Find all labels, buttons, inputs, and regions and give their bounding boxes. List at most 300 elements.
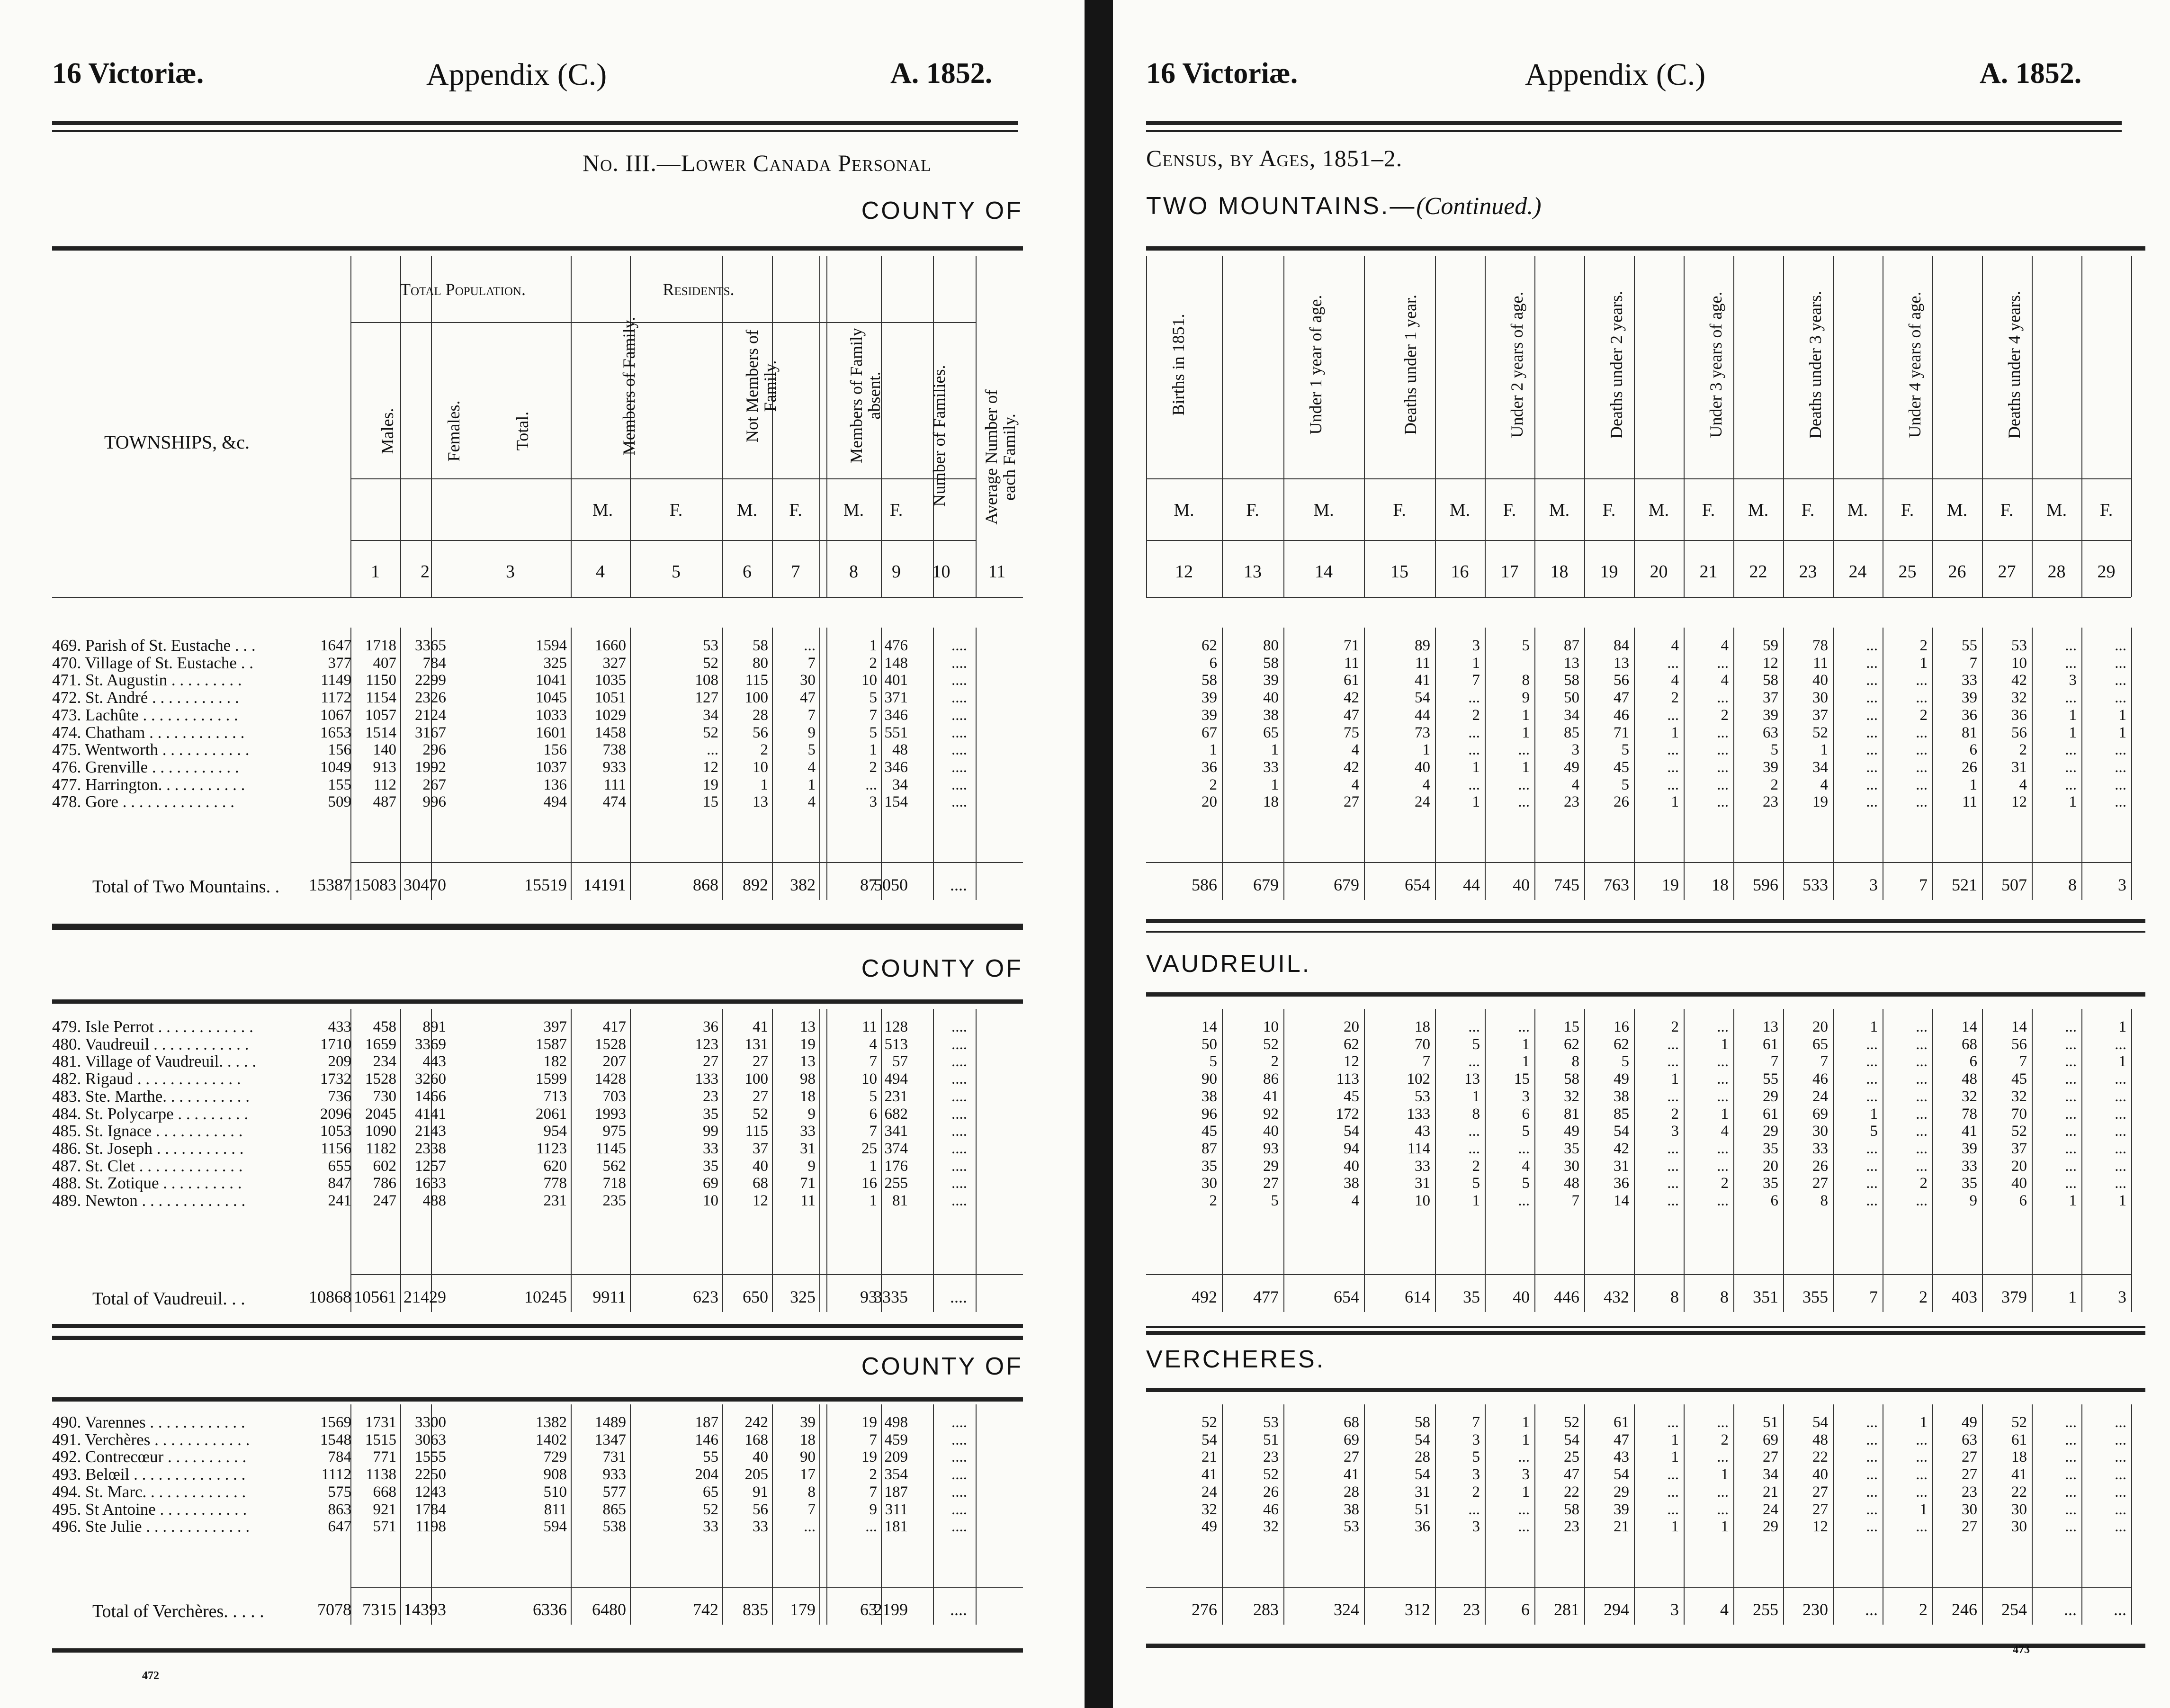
members-of-family-header: Members of Family. [619, 316, 638, 456]
table-cell: ... [1916, 1518, 1928, 1536]
table-cell: 54 [1415, 689, 1430, 707]
column-number: 15 [1390, 562, 1408, 582]
column-number: 12 [1175, 562, 1193, 582]
table-cell: 5 [1522, 1175, 1530, 1192]
table-cell: ... [1667, 1088, 1679, 1105]
table-cell: 42 [1344, 689, 1359, 707]
table-cell: 108 [695, 672, 718, 689]
total-population-header: Total Population. [400, 280, 526, 299]
table-cell: 13 [800, 1053, 816, 1070]
table-cell: ... [2065, 1448, 2077, 1466]
table-cell: ... [2115, 689, 2126, 707]
table-cell: 1992 [415, 758, 446, 776]
table-cell: ... [1717, 741, 1729, 759]
table-cell: 3260 [415, 1070, 446, 1088]
table-cell: .... [951, 1414, 967, 1431]
table-cell: 494 [543, 793, 567, 811]
table-cell: ... [2065, 1088, 2077, 1105]
header-rule [52, 121, 1018, 125]
age-group-header: Deaths under 4 years. [2005, 291, 2024, 439]
table-cell: 231 [884, 1088, 908, 1105]
table-cell: 172 [1336, 1105, 1359, 1123]
table-cell: 7 [1770, 1053, 1778, 1070]
table-cell: 22 [1812, 1448, 1828, 1466]
table-cell: 176 [884, 1157, 908, 1175]
table-cell: 241 [328, 1192, 351, 1209]
table-cell: 32 [2011, 1088, 2027, 1105]
table-cell: ... [2115, 1140, 2126, 1157]
left-caption: No. III.—Lower Canada Personal [583, 150, 932, 176]
mf-header: F. [669, 500, 683, 520]
table-cell: 21 [1614, 1518, 1629, 1536]
table-cell: 21 [1202, 1448, 1217, 1466]
table-cell: 42 [1614, 1140, 1629, 1157]
table-cell: ... [1866, 1431, 1878, 1448]
table-cell: .... [951, 706, 967, 724]
table-cell: 1 [1671, 1431, 1679, 1448]
table-cell: 39 [1614, 1501, 1629, 1518]
table-cell: 13 [1464, 1070, 1480, 1088]
total-cell: 446 [1554, 1287, 1579, 1306]
table-cell: 52 [1812, 724, 1828, 741]
table-cell: 1466 [415, 1088, 446, 1105]
table-cell: .... [951, 637, 967, 654]
table-cell: 20 [1812, 1018, 1828, 1035]
table-cell: 34 [892, 776, 908, 793]
table-cell: 80 [753, 654, 768, 672]
table-cell: 33 [753, 1518, 768, 1536]
total-cell: 3 [2118, 1287, 2126, 1306]
table-cell: 1 [1472, 1192, 1480, 1209]
age-group-header: Deaths under 1 year. [1401, 295, 1420, 435]
header-column-line [1283, 256, 1284, 597]
table-cell: 1 [1522, 1483, 1530, 1501]
table-cell: 53 [703, 637, 718, 654]
total-cell: 87 [860, 875, 877, 894]
table-cell: 1 [1472, 654, 1480, 672]
table-cell: 61 [1344, 672, 1359, 689]
header-column-line [1733, 256, 1734, 597]
total-cell: 179 [790, 1600, 816, 1619]
table-cell: 27 [1812, 1175, 1828, 1192]
total-cell: 44 [1463, 875, 1480, 894]
table-cell: ... [1717, 1192, 1729, 1209]
table-cell: 1601 [536, 724, 567, 741]
table-cell: 1057 [365, 706, 396, 724]
table-cell: 620 [543, 1157, 567, 1175]
table-cell: 40 [1415, 758, 1430, 776]
table-cell: 58 [1564, 1070, 1579, 1088]
table-cell: 155 [328, 776, 351, 793]
table-cell: 38 [1202, 1088, 1217, 1105]
right-year: A. 1852. [1980, 57, 2082, 90]
table-cell: 1 [869, 637, 877, 654]
table-cell: 41 [1344, 1466, 1359, 1483]
header-column-line [1584, 256, 1585, 597]
table-cell: 115 [745, 672, 768, 689]
total-cell: 19 [1662, 875, 1679, 894]
township-name: 484. St. Polycarpe . . . . . . . . . [52, 1105, 249, 1123]
table-cell: 2250 [415, 1466, 446, 1483]
total-cell: ... [2064, 1600, 2077, 1619]
table-cell: 2143 [415, 1123, 446, 1140]
table-cell: 30 [800, 672, 816, 689]
total-cell: .... [950, 1287, 967, 1306]
table-cell: ... [1518, 1192, 1530, 1209]
header-column-line [1146, 256, 1147, 597]
table-cell: 156 [543, 741, 567, 759]
age-group-header: Deaths under 2 years. [1607, 291, 1626, 439]
table-cell: 62 [1344, 1035, 1359, 1053]
table-cell: ... [2065, 1175, 2077, 1192]
table-cell: 1 [2118, 724, 2126, 741]
table-cell: 22 [2011, 1483, 2027, 1501]
table-cell: 9 [1969, 1192, 1977, 1209]
section-rule [52, 1324, 1023, 1328]
table-cell: 509 [328, 793, 351, 811]
table-cell: 377 [328, 654, 351, 672]
table-cell: 65 [1263, 724, 1279, 741]
table-cell: ... [1468, 689, 1480, 707]
total-cell: 2 [1919, 1287, 1928, 1306]
table-cell: ... [2065, 1157, 2077, 1175]
table-cell: 7 [869, 706, 877, 724]
table-cell: 1 [1671, 1070, 1679, 1088]
table-cell: ... [2115, 1431, 2126, 1448]
column-number: 25 [1898, 562, 1917, 582]
females-header: Females. [444, 400, 463, 462]
township-name: 478. Gore . . . . . . . . . . . . . . [52, 793, 234, 811]
table-cell: 1 [1671, 724, 1679, 741]
table-cell: 6 [1969, 1053, 1977, 1070]
table-cell: 54 [1415, 1431, 1430, 1448]
left-session-title: 16 Victoriæ. [52, 57, 204, 90]
table-cell: 865 [602, 1501, 626, 1518]
table-cell: 32 [2011, 689, 2027, 707]
table-cell: ... [2115, 672, 2126, 689]
table-cell: 131 [744, 1035, 768, 1053]
table-cell: 29 [1763, 1088, 1778, 1105]
table-cell: 58 [1202, 672, 1217, 689]
table-cell [1482, 655, 1530, 672]
table-cell: 47 [1344, 706, 1359, 724]
right-appendix-title: Appendix (C.) [1525, 57, 1706, 92]
table-cell: 1037 [536, 758, 567, 776]
table-cell: 56 [1614, 672, 1629, 689]
table-cell: ... [1468, 776, 1480, 793]
total-cell: 2 [1919, 1600, 1928, 1619]
table-cell: 738 [602, 741, 626, 759]
table-cell: 33 [1263, 758, 1279, 776]
column-number: 5 [672, 562, 681, 582]
table-cell: 28 [753, 706, 768, 724]
table-cell: 19 [800, 1035, 816, 1053]
table-cell: ... [1518, 1018, 1530, 1035]
table-cell: ... [1866, 1053, 1878, 1070]
table-cell: 26 [1614, 793, 1629, 811]
table-cell: 255 [884, 1175, 908, 1192]
table-cell: 2338 [415, 1140, 446, 1157]
table-cell: 1 [1919, 654, 1928, 672]
table-cell: 75 [1344, 724, 1359, 741]
members-absent-header: Members of Family absent. [847, 328, 884, 463]
table-cell: 1 [1271, 776, 1279, 793]
table-cell: 2 [1919, 1175, 1928, 1192]
table-cell: ... [1916, 689, 1928, 707]
table-cell: 133 [1407, 1105, 1430, 1123]
table-cell: ... [2065, 1053, 2077, 1070]
table-cell: ... [2065, 689, 2077, 707]
body-column-line [630, 628, 631, 900]
total-cell: 432 [1604, 1287, 1629, 1306]
table-cell: 1035 [595, 672, 626, 689]
table-cell: 40 [1344, 1157, 1359, 1175]
body-column-line [1364, 628, 1365, 900]
table-cell: 863 [328, 1501, 351, 1518]
table-cell: 1569 [320, 1414, 351, 1431]
table-cell: ... [1717, 1018, 1729, 1035]
table-cell: 4141 [415, 1105, 446, 1123]
table-cell: 32 [1564, 1088, 1579, 1105]
table-cell: 15 [1564, 1018, 1579, 1035]
total-cell: 10245 [524, 1287, 567, 1306]
table-cell: 40 [1263, 689, 1279, 707]
table-cell: 933 [602, 1466, 626, 1483]
table-cell: 247 [373, 1192, 396, 1209]
body-column-line [571, 1009, 572, 1312]
township-name: 496. Ste Julie . . . . . . . . . . . . . [52, 1518, 250, 1536]
table-cell: 4 [1721, 637, 1729, 654]
table-cell: ... [2065, 1140, 2077, 1157]
table-cell: 47 [1614, 1431, 1629, 1448]
table-cell: 39 [1763, 706, 1778, 724]
body-column-line [630, 1404, 631, 1625]
total-cell: 324 [1334, 1600, 1359, 1619]
table-cell: 1993 [595, 1105, 626, 1123]
table-cell: ... [2115, 637, 2126, 654]
table-cell: 19 [703, 776, 718, 793]
not-members-header: Not Members of Family. [743, 330, 780, 442]
table-cell: 2 [1721, 706, 1729, 724]
section-rule [1146, 1326, 2145, 1328]
table-cell: 40 [1263, 1123, 1279, 1140]
table-cell: ... [1667, 1175, 1679, 1192]
table-cell: 1528 [365, 1070, 396, 1088]
table-cell: 48 [892, 741, 908, 759]
table-cell: 1138 [366, 1466, 396, 1483]
table-cell: 12 [1812, 1518, 1828, 1536]
table-cell: ... [865, 776, 877, 793]
total-cell: 10868 [309, 1287, 351, 1306]
total-cell: 403 [1952, 1287, 1977, 1306]
table-cell: 417 [602, 1018, 626, 1035]
table-cell: 11 [1415, 654, 1430, 672]
table-cell: 1182 [366, 1140, 396, 1157]
table-cell: 41 [1415, 672, 1430, 689]
table-cell: 1 [2118, 1192, 2126, 1209]
table-cell: 33 [1962, 672, 1977, 689]
table-cell: 31 [1415, 1175, 1430, 1192]
table-cell: 8 [1571, 1053, 1579, 1070]
table-cell: 29 [1763, 1123, 1778, 1140]
table-cell: 27 [1962, 1448, 1977, 1466]
table-cell: 42 [1344, 758, 1359, 776]
mf-header: M. [1648, 500, 1669, 520]
body-column-line [2131, 1404, 2132, 1625]
table-cell: 847 [328, 1175, 351, 1192]
table-cell: 407 [373, 654, 396, 672]
table-cell: 996 [422, 793, 446, 811]
header-column-line [1982, 256, 1983, 597]
table-cell: 1548 [320, 1431, 351, 1448]
table-cell: 1156 [321, 1140, 351, 1157]
table-cell: ... [1518, 1140, 1530, 1157]
table-cell: ... [1717, 1448, 1729, 1466]
total-cell: 650 [743, 1287, 768, 1306]
table-cell: 1 [2118, 1053, 2126, 1070]
table-cell: 1 [1522, 1414, 1530, 1431]
table-cell: 1528 [595, 1035, 626, 1053]
total-cell: 8 [1720, 1287, 1729, 1306]
mf-header: F. [789, 500, 802, 520]
table-cell: ... [1866, 1157, 1878, 1175]
table-cell: 458 [373, 1018, 396, 1035]
table-cell: 29 [1614, 1483, 1629, 1501]
column-number: 19 [1600, 562, 1618, 582]
table-cell: 39 [800, 1414, 816, 1431]
column-number: 16 [1451, 562, 1469, 582]
table-cell: 2 [1770, 776, 1778, 793]
table-cell: 5 [1621, 1053, 1629, 1070]
table-cell: ... [2065, 1123, 2077, 1140]
table-cell: 47 [1564, 1466, 1579, 1483]
table-cell: 4 [1671, 637, 1679, 654]
body-column-line [976, 1404, 977, 1625]
table-cell: 397 [543, 1018, 567, 1035]
table-cell: 1 [1422, 741, 1430, 759]
table-cell: 18 [800, 1431, 816, 1448]
table-cell: 35 [703, 1105, 718, 1123]
table-cell: ... [1866, 706, 1878, 724]
table-cell: ... [2115, 1466, 2126, 1483]
table-cell: ... [1866, 1518, 1878, 1536]
table-cell: 51 [1263, 1431, 1279, 1448]
column-number: 3 [506, 562, 515, 582]
table-cell: 327 [602, 654, 626, 672]
table-cell: 1515 [365, 1431, 396, 1448]
total-cell: 276 [1192, 1600, 1217, 1619]
total-cell: 3 [2118, 875, 2126, 894]
township-name: 485. St. Ignace . . . . . . . . . . . [52, 1123, 243, 1140]
table-cell: 1458 [595, 724, 626, 741]
table-cell: 25 [1564, 1448, 1579, 1466]
table-cell: 40 [753, 1157, 768, 1175]
table-cell: 1 [1721, 1518, 1729, 1536]
table-cell: ... [2065, 1466, 2077, 1483]
column-number: 18 [1550, 562, 1569, 582]
table-cell: 28 [1415, 1448, 1430, 1466]
table-cell: 46 [1812, 1070, 1828, 1088]
table-cell: 24 [1763, 1501, 1778, 1518]
table-cell: 65 [1812, 1035, 1828, 1053]
table-cell: 33 [1812, 1140, 1828, 1157]
total-cell: 4 [1720, 1600, 1729, 1619]
mf-header: F. [1503, 500, 1516, 520]
table-cell: 1154 [366, 689, 396, 707]
table-cell: 207 [602, 1053, 626, 1070]
table-cell: 42 [2011, 672, 2027, 689]
table-cell: 7 [807, 1501, 816, 1518]
table-cell: ... [2115, 1035, 2126, 1053]
table-cell: .... [951, 1157, 967, 1175]
table-cell: 2 [869, 758, 877, 776]
table-cell: 1 [1472, 1088, 1480, 1105]
table-cell: ... [2065, 1035, 2077, 1053]
table-cell: 61 [1763, 1035, 1778, 1053]
table-cell: 2 [1671, 1105, 1679, 1123]
column-number: 23 [1799, 562, 1817, 582]
table-cell: 111 [603, 776, 626, 793]
table-cell: ... [1717, 689, 1729, 707]
table-cell: 3369 [415, 1035, 446, 1053]
table-cell: 7 [1571, 1192, 1579, 1209]
table-cell: 40 [2011, 1175, 2027, 1192]
body-column-line [2131, 1009, 2132, 1312]
table-cell: ... [1916, 1466, 1928, 1483]
total-cell: 586 [1192, 875, 1217, 894]
total-label: Total of Verchères. . . . . [92, 1601, 264, 1621]
total-cell: 654 [1334, 1287, 1359, 1306]
age-group-header: Under 3 years of age. [1706, 291, 1725, 438]
table-cell: ... [2115, 1448, 2126, 1466]
table-cell: 27 [1812, 1483, 1828, 1501]
mf-header: M. [1549, 500, 1570, 520]
total-cell: 614 [1405, 1287, 1430, 1306]
table-cell: 35 [1202, 1157, 1217, 1175]
table-cell: ... [1866, 758, 1878, 776]
header-column-line [1435, 256, 1436, 597]
table-cell: 27 [1344, 793, 1359, 811]
table-cell: 30 [1812, 689, 1828, 707]
table-cell: 54 [1564, 1431, 1579, 1448]
header-column-line [431, 256, 432, 597]
table-cell: 2124 [415, 706, 446, 724]
table-cell: 1 [1472, 793, 1480, 811]
table-cell: 1198 [415, 1518, 446, 1536]
table-cell: 99 [703, 1123, 718, 1140]
header-column-line [350, 256, 351, 597]
table-cell: ... [1717, 776, 1729, 793]
table-cell: 1659 [365, 1035, 396, 1053]
table-cell: 56 [753, 1501, 768, 1518]
table-cell: ... [1667, 1483, 1679, 1501]
table-cell: 7 [1472, 1414, 1480, 1431]
table-cell: 778 [543, 1175, 567, 1192]
table-cell: 771 [373, 1448, 396, 1466]
number-of-families-header: Number of Families. [930, 365, 949, 507]
mf-header: M. [1313, 500, 1334, 520]
table-cell: ... [2115, 741, 2126, 759]
table-cell: 1045 [536, 689, 567, 707]
table-cell: 54 [1202, 1431, 1217, 1448]
table-cell: ... [1717, 793, 1729, 811]
table-cell: 7 [869, 1483, 877, 1501]
body-column-line [1222, 1404, 1223, 1625]
table-cell: 49 [1564, 758, 1579, 776]
table-cell: 731 [602, 1448, 626, 1466]
table-cell: 6 [1522, 1105, 1530, 1123]
table-cell: 474 [602, 793, 626, 811]
